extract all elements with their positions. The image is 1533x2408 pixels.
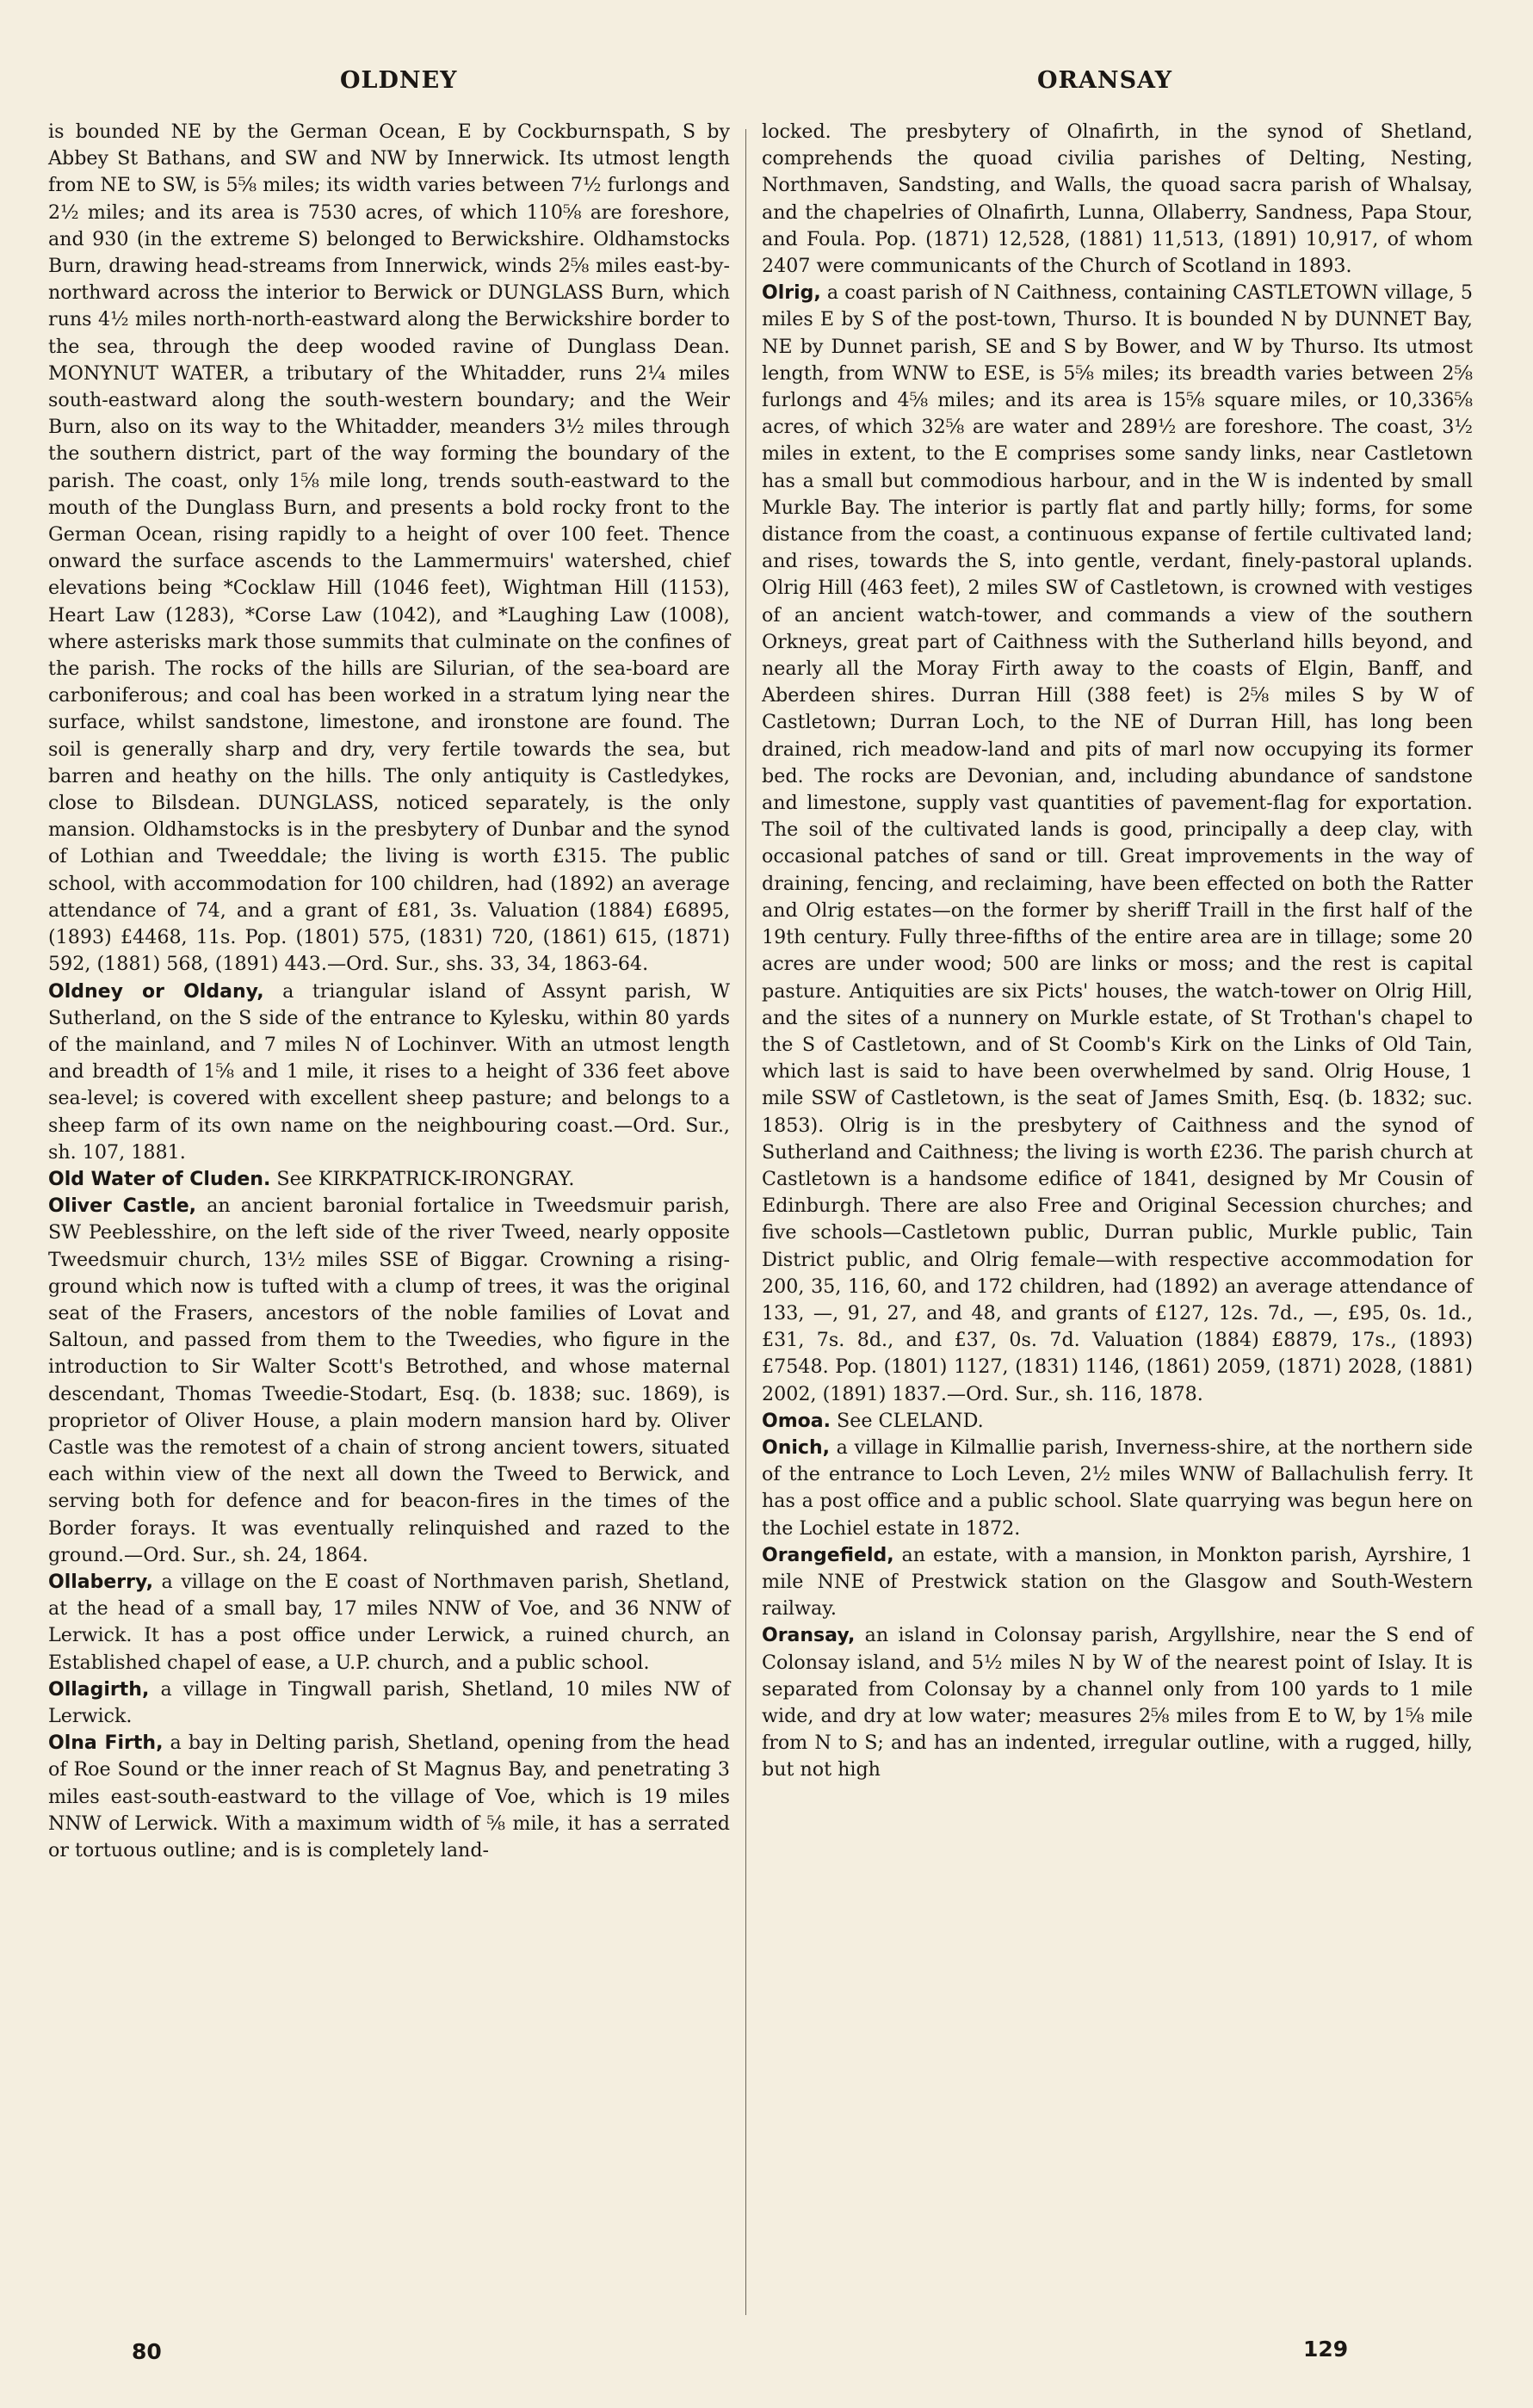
right-column — [762, 119, 1473, 1784]
entry-text: See KIRKPATRICK-IRONGRAY. — [270, 1167, 575, 1190]
entry-headword: Oldney or Oldany, — [48, 980, 264, 1003]
entry-headword: Old Water of Cluden. — [48, 1168, 271, 1190]
entry-continuation — [762, 119, 1473, 280]
entry-headword: Oransay, — [762, 1625, 856, 1647]
page-number-left: 80 — [132, 2339, 162, 2364]
entry-headword: Ollaberry, — [48, 1571, 153, 1593]
entry-text: a village in Kilmallie parish, Inverness-shire, at the northern side of the entrance to Loch Leven, 2½ miles WNW of Ballachulish ferry. It has a post office and a public school. Slate quarrying was begun here on the Lochiel estate in 1872. — [762, 1436, 1473, 1540]
entry-text: locked. The presbytery of Olnafirth, in the synod of Shetland, comprehends the quoad civilia parishes of Delting, Nesting, Northmaven, Sandsting, and Walls, the quoad sacra parish of Whalsay, and the chapelries of Olnafirth, Lunna, Ollaberry, Sandness, Papa Stour, and Foula. Pop. (1871) 12,528, (1881) 11,513, (1891) 10,917, of whom 2407 were communicants of the Church of Scotland in 1893. — [762, 120, 1473, 278]
gazetteer-entry — [48, 1193, 730, 1569]
entry-text: an estate, with a mansion, in Monkton parish, Ayrshire, 1 mile NNE of Prestwick station on the Glasgow and South-Western railway. — [762, 1543, 1473, 1621]
entry-headword: Onich, — [762, 1436, 830, 1459]
entry-text: a triangular island of Assynt parish, W Sutherland, on the S side of the entrance to Kylesku, within 80 yards of the mainland, and 7 miles N of Lochinver. With an utmost length and breadth of 1⅝ and 1 mile, it rises to a height of 336 feet above sea-level; is covered with excellent sheep pasture; and belongs to a sheep farm of its own name on the neighbouring coast.—Ord. Sur., sh. 107, 1881. — [48, 979, 730, 1164]
gazetteer-entry — [48, 1676, 730, 1730]
entry-text: See CLELAND. — [830, 1409, 984, 1432]
entry-headword: Orangefield, — [762, 1544, 894, 1566]
entry-text: an island in Colonsay parish, Argyllshire, near the S end of Colonsay island, and 5½ miles N by W of the nearest point of Islay. It is separated from Colonsay by a channel only from 100 yards to 1 mile wide, and dry at low water; measures 2⅝ miles from E to W, by 1⅝ mile from N to S; and has an indented, irregular outline, with a rugged, hilly, but not high — [762, 1624, 1473, 1781]
entry-headword: Oliver Castle, — [48, 1195, 197, 1218]
entry-headword: Olrig, — [762, 282, 821, 305]
gazetteer-entry — [48, 1730, 730, 1864]
entry-headword: Ollagirth, — [48, 1678, 150, 1701]
gazetteer-entry — [762, 1542, 1473, 1623]
entry-text: a village on the E coast of Northmaven parish, Shetland, at the head of a small bay, 17 miles NNW of Voe, and 36 NNW of Lerwick. It has a post office under Lerwick, a ruined church, an Established chapel of ease, a U.P. church, and a public school. — [48, 1570, 730, 1674]
gazetteer-entry — [48, 979, 730, 1166]
entry-headword: Olna Firth, — [48, 1732, 164, 1755]
page-number-right: 129 — [1303, 2337, 1349, 2362]
entry-headword: Omoa. — [762, 1410, 831, 1432]
gazetteer-entry — [762, 1435, 1473, 1542]
entry-text: a coast parish of N Caithness, containing CASTLETOWN village, 5 miles E by S of the post-town, Thurso. It is bounded N by DUNNET Bay, NE by Dunnet parish, SE and S by Bower, and W by Thurso. Its utmost length, from WNW to ESE, is 5⅝ miles; its breadth varies between 2⅝ furlongs and 4⅝ miles; and its area is 15⅝ square miles, or 10,336⅝ acres, of which 32⅝ are water and 289½ are foreshore. The coast, 3½ miles in extent, to the E comprises some sandy links, near Castletown has a small but commodious harbour, and in the W is indented by small Murkle Bay. The interior is partly flat and partly hilly; forms, for some distance from the coast, a continuous expanse of fertile cultivated land; and rises, towards the S, into gentle, verdant, finely-pastoral uplands. Olrig Hill (463 feet), 2 miles SW of Castletown, is crowned with vestiges of an ancient watch-tower, and commands a view of the southern Orkneys, great part of Caithness with the Sutherland hills beyond, and nearly all the Moray Firth away to the coasts of Elgin, Banff, and Aberdeen shires. Durran Hill (388 feet) is 2⅝ miles S by W of Castletown; Durran Loch, to the NE of Durran Hill, has long been drained, rich meadow-land and pits of marl now occupying its former bed. The rocks are Devonian, and, including abundance of sandstone and limestone, supply vast quantities of pavement-flag for exportation. The soil of the cultivated lands is good, principally a deep clay, with occasional patches of sand or till. Great improvements in the way of draining, fencing, and reclaiming, have been effected on both the Ratter and Olrig estates—on the former by sheriff Traill in the first half of the 19th century. Fully three-fifths of the entire area are in tillage; some 20 acres are under wood; 500 are links or moss; and the rest is capital pasture. Antiquities are six Picts' houses, the watch-tower on Olrig Hill, and the sites of a nunnery on Murkle estate, of St Trothan's chapel to the S of Castletown, and of St Coomb's Kirk on the Links of Old Tain, which last is said to have been overwhelmed by sand. Olrig House, 1 mile SSW of Castletown, is the seat of James Smith, Esq. (b. 1832; suc. 1853). Olrig is in the presbytery of Caithness and the synod of Sutherland and Caithness; the living is worth £236. The parish church at Castletown is a handsome edifice of 1841, designed by Mr Cousin of Edinburgh. There are also Free and Original Secession churches; and five schools—Castletown public, Durran public, Murkle public, Tain District public, and Olrig female—with respective accommodation for 200, 35, 116, 60, and 172 children, had (1892) an average attendance of 133, —, 91, 27, and 48, and grants of £127, 12s. 7d., —, £95, 0s. 1d., £31, 7s. 8d., and £37, 0s. 7d. Valuation (1884) £8879, 17s., (1893) £7548. Pop. (1801) 1127, (1831) 1146, (1861) 2059, (1871) 2028, (1881) 2002, (1891) 1837.—Ord. Sur., sh. 116, 1878. — [762, 281, 1473, 1405]
entry-text: a village in Tingwall parish, Shetland, 10 miles NW of Lerwick. — [48, 1677, 730, 1727]
column-divider — [745, 129, 746, 2315]
entry-text: is bounded NE by the German Ocean, E by Cockburnspath, S by Abbey St Bathans, and SW and NW by Innerwick. Its utmost length from NE to SW, is 5⅝ miles; its width varies between 7½ furlongs and 2½ miles; and its area is 7530 acres, of which 110⅝ are foreshore, and 930 (in the extreme S) belonged to Berwickshire. Oldhamstocks Burn, drawing head-streams from Innerwick, winds 2⅝ miles east-by-northward across the interior to Berwick or DUNGLASS Burn, which runs 4½ miles north-north-eastward along the Berwickshire border to the sea, through the deep wooded ravine of Dunglass Dean. MONYNUT WATER, a tributary of the Whitadder, runs 2¼ miles south-eastward along the south-western boundary; and the Weir Burn, also on its way to the Whitadder, meanders 3½ miles through the southern district, part of the way forming the boundary of the parish. The coast, only 1⅝ mile long, trends south-eastward to the mouth of the Dunglass Burn, and presents a bold rocky front to the German Ocean, rising rapidly to a height of over 100 feet. Thence onward the surface ascends to the Lammermuirs' watershed, chief elevations being *Cocklaw Hill (1046 feet), Wightman Hill (1153), Heart Law (1283), *Corse Law (1042), and *Laughing Law (1008), where asterisks mark those summits that culminate on the confines of the parish. The rocks of the hills are Silurian, of the sea-board are carboniferous; and coal has been worked in a stratum lying near the surface, whilst sandstone, limestone, and ironstone are found. The soil is generally sharp and dry, very fertile towards the sea, but barren and heathy on the hills. The only antiquity is Castledykes, close to Bilsdean. DUNGLASS, noticed separately, is the only mansion. Oldhamstocks is in the presbytery of Dunbar and the synod of Lothian and Tweeddale; the living is worth £315. The public school, with accommodation for 100 children, had (1892) an average attendance of 74, and a grant of £81, 3s. Valuation (1884) £6895, (1893) £4468, 11s. Pop. (1801) 575, (1831) 720, (1861) 615, (1871) 592, (1881) 568, (1891) 443.—Ord. Sur., shs. 33, 34, 1863-64. — [48, 120, 730, 976]
entry-text: a bay in Delting parish, Shetland, opening from the head of Roe Sound or the inner reach of St Magnus Bay, and penetrating 3 miles east-south-eastward to the village of Voe, which is 19 miles NNW of Lerwick. With a maximum width of ⅝ mile, it has a serrated or tortuous outline; and is is completely land- — [48, 1732, 730, 1862]
entry-continuation — [48, 119, 730, 979]
gazetteer-entry — [762, 280, 1473, 1408]
gazetteer-entry — [762, 1408, 1473, 1435]
running-head-right: ORANSAY — [1037, 67, 1172, 94]
gazetteer-entry — [48, 1166, 730, 1193]
left-column — [48, 119, 730, 1864]
gazetteer-entry — [48, 1569, 730, 1676]
entry-text: an ancient baronial fortalice in Tweedsmuir parish, SW Peeblesshire, on the left side of the river Tweed, nearly opposite Tweedsmuir church, 13½ miles SSE of Biggar. Crowning a rising-ground which now is tufted with a clump of trees, it was the original seat of the Frasers, ancestors of the noble families of Lovat and Saltoun, and passed from them to the Tweedies, who figure in the introduction to Sir Walter Scott's Betrothed, and whose maternal descendant, Thomas Tweedie-Stodart, Esq. (b. 1838; suc. 1869), is proprietor of Oliver House, a plain modern mansion hard by. Oliver Castle was the remotest of a chain of strong ancient towers, situated each within view of the next all down the Tweed to Berwick, and serving both for defence and for beacon-fires in the times of the Border forays. It was eventually relinquished and razed to the ground.—Ord. Sur., sh. 24, 1864. — [48, 1195, 730, 1566]
running-head-left: OLDNEY — [340, 67, 458, 94]
gazetteer-entry — [762, 1622, 1473, 1783]
